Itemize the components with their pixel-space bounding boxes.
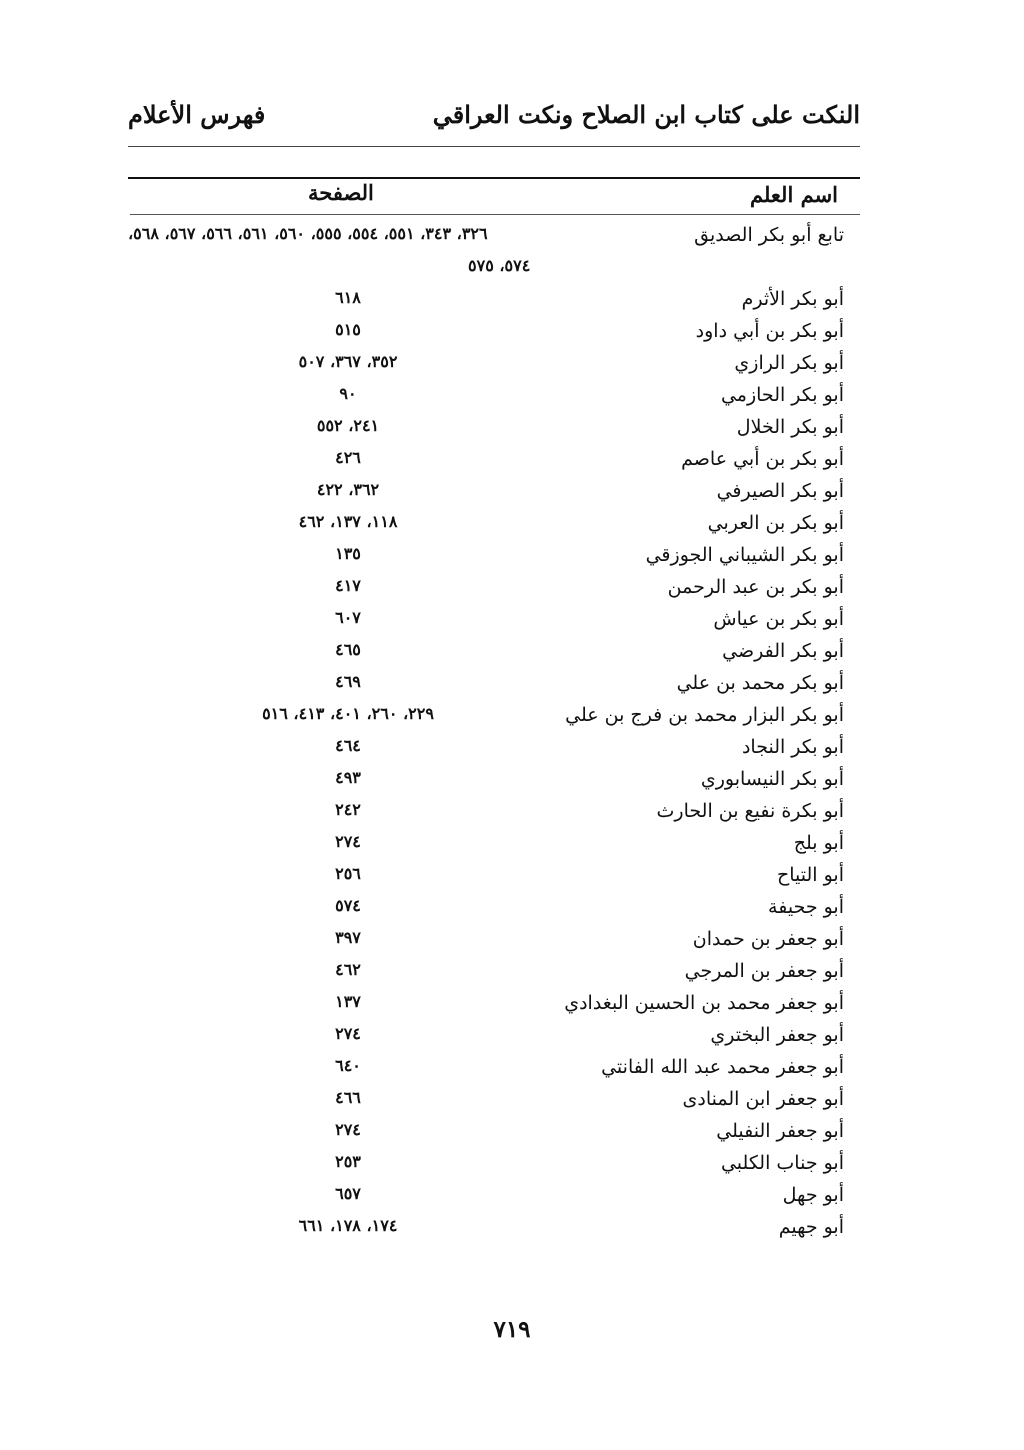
entry-pages: ٥٧٤ [335, 896, 361, 915]
index-row [128, 1054, 860, 1086]
entry-name: أبو بكرة نفيع بن الحارث [656, 800, 844, 822]
entry-name: أبو بكر البزار محمد بن فرج بن علي [565, 704, 844, 726]
index-row [128, 510, 860, 542]
entry-pages: ٣٥٢، ٣٦٧، ٥٠٧ [298, 352, 398, 371]
entry-name: أبو بلج [793, 832, 844, 854]
entry-pages: ٣٩٧ [335, 928, 361, 947]
index-row [128, 350, 860, 382]
index-row [128, 958, 860, 990]
index-row [128, 222, 860, 254]
page-number: ٧١٩ [493, 1316, 531, 1343]
entry-pages: ١١٨، ١٣٧، ٤٦٢ [298, 512, 398, 531]
index-row [128, 606, 860, 638]
entry-pages: ٤٦٩ [335, 672, 361, 691]
entry-pages: ٢٧٤ [335, 1120, 361, 1139]
entry-name: أبو بكر بن عبد الرحمن [667, 576, 844, 598]
entry-name: أبو جعفر البختري [710, 1024, 844, 1046]
column-header-name: اسم العلم [749, 182, 838, 207]
index-row [128, 798, 860, 830]
section-title: فهرس الأعلام [128, 100, 266, 129]
entry-name: أبو جحيفة [768, 896, 844, 918]
entry-name: أبو جناب الكلبي [720, 1152, 844, 1174]
entry-name: أبو جعفر محمد عبد الله الفانتي [601, 1056, 844, 1078]
book-title: النكت على كتاب ابن الصلاح ونكت العراقي [432, 100, 860, 129]
entry-pages: ١٧٤، ١٧٨، ٦٦١ [298, 1216, 398, 1235]
entry-pages: ٣٢٦، ٣٤٣، ٥٥١، ٥٥٤، ٥٥٥، ٥٦٠، ٥٦١، ٥٦٦، ٥٦٧، ٥٦٨، [128, 224, 488, 243]
index-row [128, 1086, 860, 1118]
entry-pages: ٤١٧ [335, 576, 361, 595]
index-row [128, 318, 860, 350]
entry-name: أبو جهل [782, 1184, 844, 1206]
entry-pages: ٢٥٦ [335, 864, 361, 883]
entry-pages: ٢٤١، ٥٥٢ [316, 416, 380, 435]
index-row [128, 734, 860, 766]
entry-name: أبو بكر الأثرم [741, 288, 844, 310]
entry-name: أبو بكر بن أبي عاصم [681, 448, 844, 470]
index-row [128, 254, 860, 286]
entry-name: أبو بكر بن العربي [707, 512, 844, 534]
entry-pages: ٦٤٠ [335, 1056, 361, 1075]
entry-name: أبو بكر محمد بن علي [676, 672, 844, 694]
entry-pages: ٦٠٧ [335, 608, 361, 627]
index-row [128, 1022, 860, 1054]
entry-pages: ٢٤٢ [335, 800, 361, 819]
entry-name: أبو بكر بن أبي داود [695, 320, 844, 342]
entry-pages: ٤٦٥ [335, 640, 361, 659]
index-row [128, 1150, 860, 1182]
entry-pages: ٤٦٦ [335, 1088, 361, 1107]
index-row [128, 766, 860, 798]
entry-name: تابع أبو بكر الصديق [694, 224, 844, 246]
entry-pages: ٤٢٦ [335, 448, 361, 467]
index-row [128, 670, 860, 702]
entry-name: أبو بكر الحازمي [720, 384, 844, 406]
entry-name: أبو جعفر محمد بن الحسين البغدادي [564, 992, 844, 1014]
column-header-rule [130, 214, 860, 215]
index-row [128, 1214, 860, 1246]
entry-name: أبو جعفر بن حمدان [692, 928, 844, 950]
entry-name: أبو جعفر بن المرجي [684, 960, 844, 982]
index-row [128, 574, 860, 606]
index-row [128, 638, 860, 670]
index-row [128, 894, 860, 926]
entry-pages: ٥١٥ [335, 320, 361, 339]
entry-pages: ١٣٥ [335, 544, 361, 563]
entry-pages: ٣٦٢، ٤٢٢ [316, 480, 380, 499]
entry-name: أبو جهيم [778, 1216, 844, 1238]
entry-name: أبو جعفر ابن المنادى [682, 1088, 844, 1110]
index-row [128, 990, 860, 1022]
entry-pages: ٩٠ [339, 384, 357, 403]
index-row [128, 478, 860, 510]
entry-pages: ٢٥٣ [335, 1152, 361, 1171]
entry-name: أبو بكر النجاد [741, 736, 844, 758]
entry-pages: ٢٧٤ [335, 1024, 361, 1043]
index-row [128, 542, 860, 574]
entry-pages: ٤٦٢ [335, 960, 361, 979]
entry-name: أبو بكر الرازي [734, 352, 844, 374]
entry-pages: ٦٥٧ [335, 1184, 361, 1203]
entry-name: أبو التياح [776, 864, 844, 886]
entry-name: أبو بكر الخلال [736, 416, 844, 438]
index-row [128, 862, 860, 894]
entry-name: أبو بكر الصيرفي [716, 480, 844, 502]
entry-name: أبو بكر بن عياش [713, 608, 844, 630]
entry-name: أبو بكر الشيباني الجوزقي [645, 544, 844, 566]
running-head [128, 100, 860, 140]
table-top-rule [128, 177, 860, 179]
index-row [128, 830, 860, 862]
entry-pages: ٢٧٤ [335, 832, 361, 851]
entry-pages: ٢٢٩، ٢٦٠، ٤٠١، ٤١٣، ٥١٦ [262, 704, 434, 723]
entry-name: أبو بكر الفرضي [722, 640, 844, 662]
entry-pages: ٤٦٤ [335, 736, 361, 755]
index-row [128, 1118, 860, 1150]
entry-pages: ٦١٨ [335, 288, 361, 307]
index-row [128, 702, 860, 734]
index-row [128, 286, 860, 318]
index-row [128, 926, 860, 958]
entry-pages: ٤٩٣ [335, 768, 361, 787]
index-row [128, 1182, 860, 1214]
entry-name: أبو بكر النيسابوري [700, 768, 844, 790]
index-row [128, 446, 860, 478]
header-rule [128, 146, 860, 147]
index-row [128, 414, 860, 446]
index-row [128, 382, 860, 414]
column-header-pages: الصفحة [308, 180, 374, 205]
index-list [128, 222, 860, 1246]
entry-name: أبو جعفر النفيلي [716, 1120, 844, 1142]
entry-pages: ١٣٧ [335, 992, 361, 1011]
entry-pages: ٥٧٤، ٥٧٥ [468, 256, 531, 275]
